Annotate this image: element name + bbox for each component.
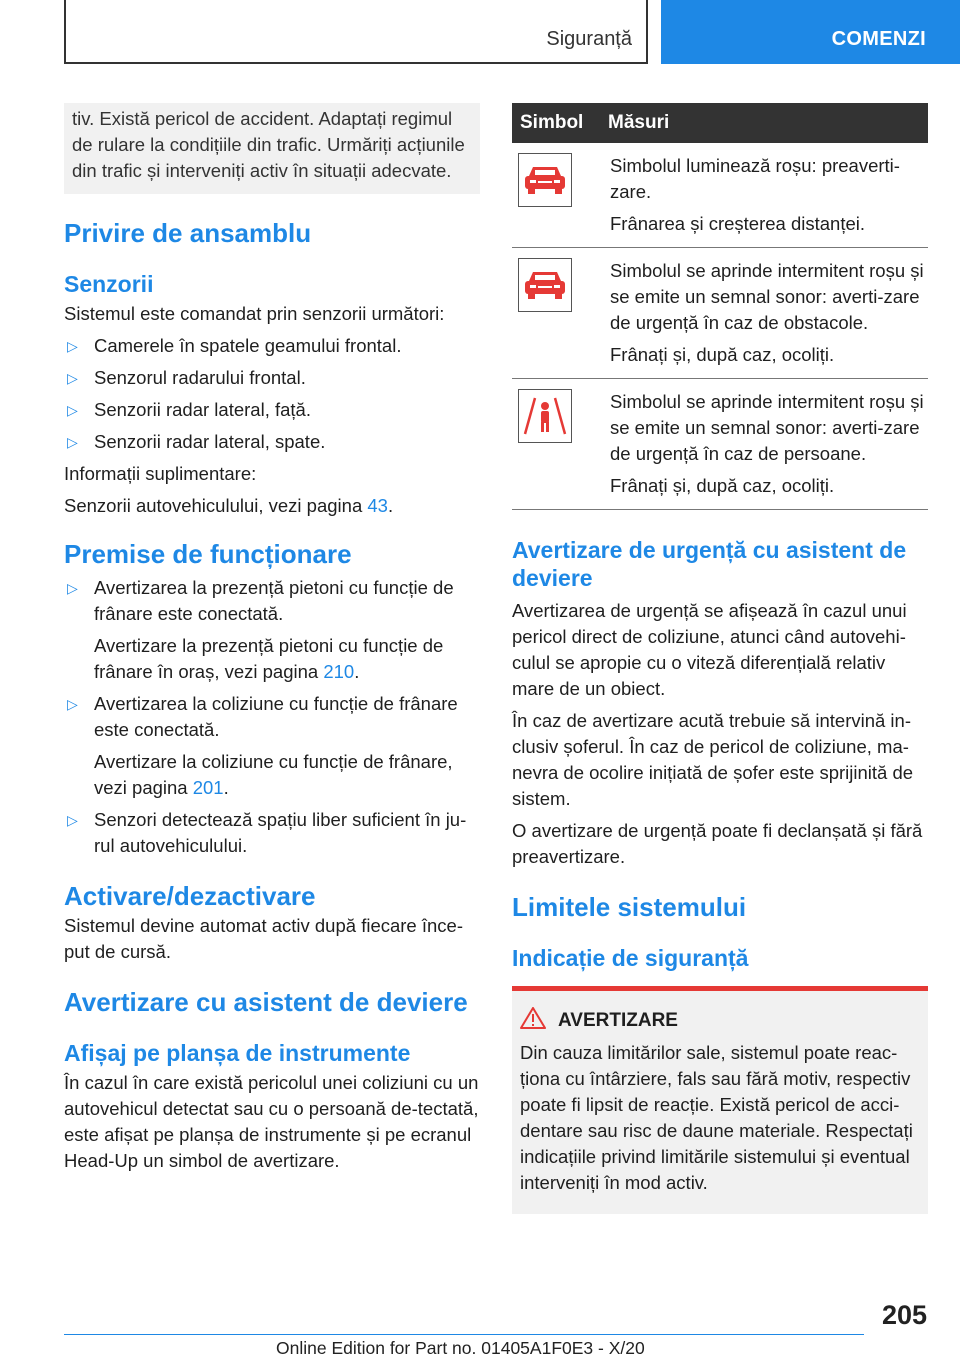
table-header-row xyxy=(512,103,928,143)
prereq-item-text: Senzori detectează spațiu liber suficient în ju-rul autovehiculului. xyxy=(94,809,467,856)
footer-edition: Online Edition for Part no. 01405A1F0E3 - X/20 xyxy=(276,1338,645,1358)
prereq-item-sub xyxy=(94,749,480,801)
right-column xyxy=(512,103,928,1214)
pedestrian-warning-icon xyxy=(518,389,572,443)
note-text: tiv. Există pericol de accident. Adaptați regimul de rulare la condițiile din trafic. Urmăriți acțiunile din trafic și interveniți activ în situații adecvate. xyxy=(72,108,465,181)
list-item xyxy=(64,691,480,801)
warning-text: Din cauza limitărilor sale, sistemul poate reac-ționa cu întârziere, fals sau fără motiv, respectiv poate fi lipsit de reacție. Există pericol de acci-dentare sau risc de daune materiale. Respectați indicațiile privind limitările sistemului și eventual interveniți în mod activ. xyxy=(520,1042,913,1193)
page-number: 205 xyxy=(881,1300,927,1330)
header-section-label: Siguranță xyxy=(546,28,632,50)
page-link-43[interactable]: 43 xyxy=(367,495,388,516)
safety-heading: Indicație de siguranță xyxy=(512,945,749,971)
urgent-paragraph-2: În caz de avertizare acută trebuie să intervină in-clusiv șoferul. În caz de pericol de coliziune, ma-nevra de ocolire inițiată de șofer este sprijinită de sistem. xyxy=(512,710,914,809)
display-heading: Afișaj pe planșa de instrumente xyxy=(64,1040,411,1066)
sensors-intro: Sistemul este comandat prin senzorii următori: xyxy=(64,303,445,324)
prereq-item-text: Avertizarea la prezență pietoni cu funcție de frânare este conectată. xyxy=(94,577,454,624)
reference-end: . xyxy=(223,777,229,798)
list-item: ▷ Senzorii radar lateral, față. xyxy=(64,397,480,423)
reference-end: . xyxy=(387,495,394,516)
list-item xyxy=(64,807,480,859)
row-description: Simbolul luminează roșu: preaverti-zare. xyxy=(610,155,900,202)
warning-triangle-icon xyxy=(520,1007,546,1034)
measures-cell xyxy=(600,248,928,379)
symbol-cell xyxy=(512,379,600,510)
prereq-heading: Premise de funcționare xyxy=(64,539,352,569)
display-text: În cazul în care există pericolul unei coliziuni cu un autovehicul detectat sau cu o persoană de-tectată, este afișat pe planșa de instrumente și pe ecranul Head-Up un simbol de avertizare. xyxy=(64,1072,479,1171)
overview-heading: Privire de ansamblu xyxy=(64,218,312,248)
column-header-symbol: Simbol xyxy=(512,103,600,143)
limits-heading: Limitele sistemului xyxy=(512,892,747,922)
warning-box xyxy=(512,986,928,1214)
prereq-item-sub xyxy=(94,633,480,685)
header-section-tab xyxy=(64,0,648,64)
urgent-paragraph-1: Avertizarea de urgență se afișează în cazul unui pericol direct de coliziune, atunci când autovehi-culul se apropie cu o viteză diferențială relativ mare de un obiect. xyxy=(512,600,907,699)
reference-text: Avertizare la prezență pietoni cu funcție de frânare în oraș, vezi pagina xyxy=(94,635,444,682)
prereq-list xyxy=(64,575,480,859)
row-action: Frânați și, după caz, ocoliți. xyxy=(610,344,835,365)
car-warning-icon xyxy=(518,258,572,312)
symbol-cell xyxy=(512,143,600,248)
reference-end: . xyxy=(354,661,360,682)
car-warning-icon xyxy=(518,153,572,207)
header-chapter-tab[interactable] xyxy=(661,0,960,64)
symbol-cell xyxy=(512,248,600,379)
warning-header xyxy=(520,1007,920,1034)
urgent-paragraph-3: O avertizare de urgență poate fi declanșată și fără preavertizare. xyxy=(512,820,923,867)
column-header-measures: Măsuri xyxy=(600,103,928,143)
list-item: ▷ Camerele în spatele geamului frontal. xyxy=(64,333,480,359)
page-link-210[interactable]: 210 xyxy=(323,661,355,682)
measures-cell xyxy=(600,143,928,248)
measures-cell xyxy=(600,379,928,510)
table-row xyxy=(512,248,928,379)
row-action: Frânați și, după caz, ocoliți. xyxy=(610,475,835,496)
left-column xyxy=(64,103,480,1174)
row-description: Simbolul se aprinde intermitent roșu și se emite un semnal sonor: averti-zare de urgență în caz de persoane. xyxy=(610,391,924,464)
row-action: Frânarea și creșterea distanței. xyxy=(610,213,866,234)
list-item: ▷ Senzorii radar lateral, spate. xyxy=(64,429,480,455)
reference-text: Avertizare la coliziune cu funcție de frânare, vezi pagina xyxy=(94,751,453,798)
more-info-reference xyxy=(64,493,480,519)
urgent-heading: Avertizare de urgență cu asistent de deviere xyxy=(512,537,907,591)
list-item xyxy=(64,575,480,685)
activation-text: Sistemul devine automat activ după fiecare înce-put de cursă. xyxy=(64,915,463,962)
table-row xyxy=(512,379,928,510)
page-link-201[interactable]: 201 xyxy=(192,777,224,798)
table-row xyxy=(512,143,928,248)
sensors-list xyxy=(64,333,480,455)
assist-heading: Avertizare cu asistent de deviere xyxy=(64,987,468,1017)
activation-heading: Activare/dezactivare xyxy=(64,881,316,911)
footer-divider xyxy=(64,1334,864,1335)
row-description: Simbolul se aprinde intermitent roșu și se emite un semnal sonor: averti-zare de urgență în caz de obstacole. xyxy=(610,260,924,333)
warning-label: AVERTIZARE xyxy=(558,1009,678,1031)
symbol-table xyxy=(512,103,928,510)
note-box xyxy=(64,103,480,194)
header-chapter-label: COMENZI xyxy=(831,28,926,50)
more-info-label: Informații suplimentare: xyxy=(64,463,257,484)
prereq-item-text: Avertizarea la coliziune cu funcție de frânare este conectată. xyxy=(94,693,458,740)
list-item: ▷ Senzorul radarului frontal. xyxy=(64,365,480,391)
sensors-heading: Senzorii xyxy=(64,271,154,297)
reference-text: Senzorii autovehiculului, vezi pagina xyxy=(64,495,368,516)
